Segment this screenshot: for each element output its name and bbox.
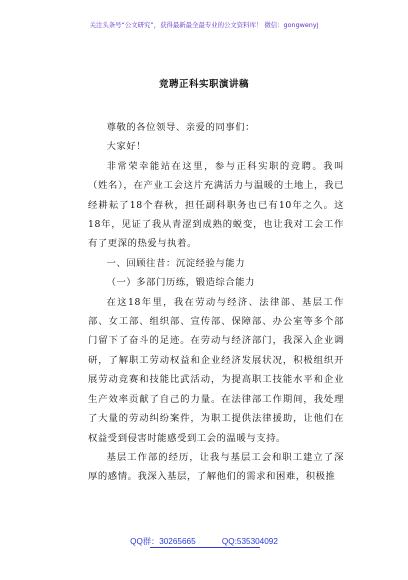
document-body bbox=[88, 118, 344, 487]
footer-qq-group: QQ群：30265665 bbox=[130, 537, 196, 546]
salutation: 尊敬的各位领导、亲爱的同事们： bbox=[106, 122, 256, 133]
document-title: 竞聘正科实职演讲稿 bbox=[158, 79, 249, 90]
greeting: 大家好！ bbox=[106, 141, 147, 153]
footer-qq: QQ:535304092 bbox=[221, 537, 278, 546]
footer-underline bbox=[150, 547, 260, 548]
intro-paragraph: 非常荣幸能站在这里，参与正科实职的竞聘。我叫（姓名），在产业工会这片充满活力与温暖的土地上，我已经耕耘了18个春秋，担任副科职务也已有10年之久。这18年，见证了我从青涩到成熟的蜕变，也让我对工会工作有了更深的热爱与执着。 bbox=[88, 160, 344, 250]
header-promo-note: 关注头条号“公文研究”，获得最新最全最专业的公文资料库！ 微信：gongwenyj bbox=[89, 21, 319, 29]
footer-contact bbox=[0, 536, 408, 547]
section-heading-1: 一、回顾往昔：沉淀经验与能力 bbox=[106, 257, 246, 269]
body-paragraph-grassroots: 基层工作部的经历，让我与基层工会和职工建立了深厚的感情。我深入基层，了解他们的需求和困难，积极推 bbox=[88, 451, 344, 483]
body-paragraph-departments: 在这18年里，我在劳动与经济、法律部、基层工作部、女工部、组织部、宣传部、保障部、办公室等多个部门留下了奋斗的足迹。在劳动与经济部门，我深入企业调研，了解职工劳动权益和企业经济发展状况，积极组织开展劳动竞赛和技能比武活动，为提高职工技能水平和企业生产效率贡献了自己的力量。在法律部工作期间，我处理了大量的劳动纠纷案件，为职工提供法律援助，让他们在权益受到侵害时能感受到工会的温暖与支持。 bbox=[88, 296, 344, 444]
subsection-heading-1: （一）多部门历练，锻造综合能力 bbox=[106, 277, 256, 289]
